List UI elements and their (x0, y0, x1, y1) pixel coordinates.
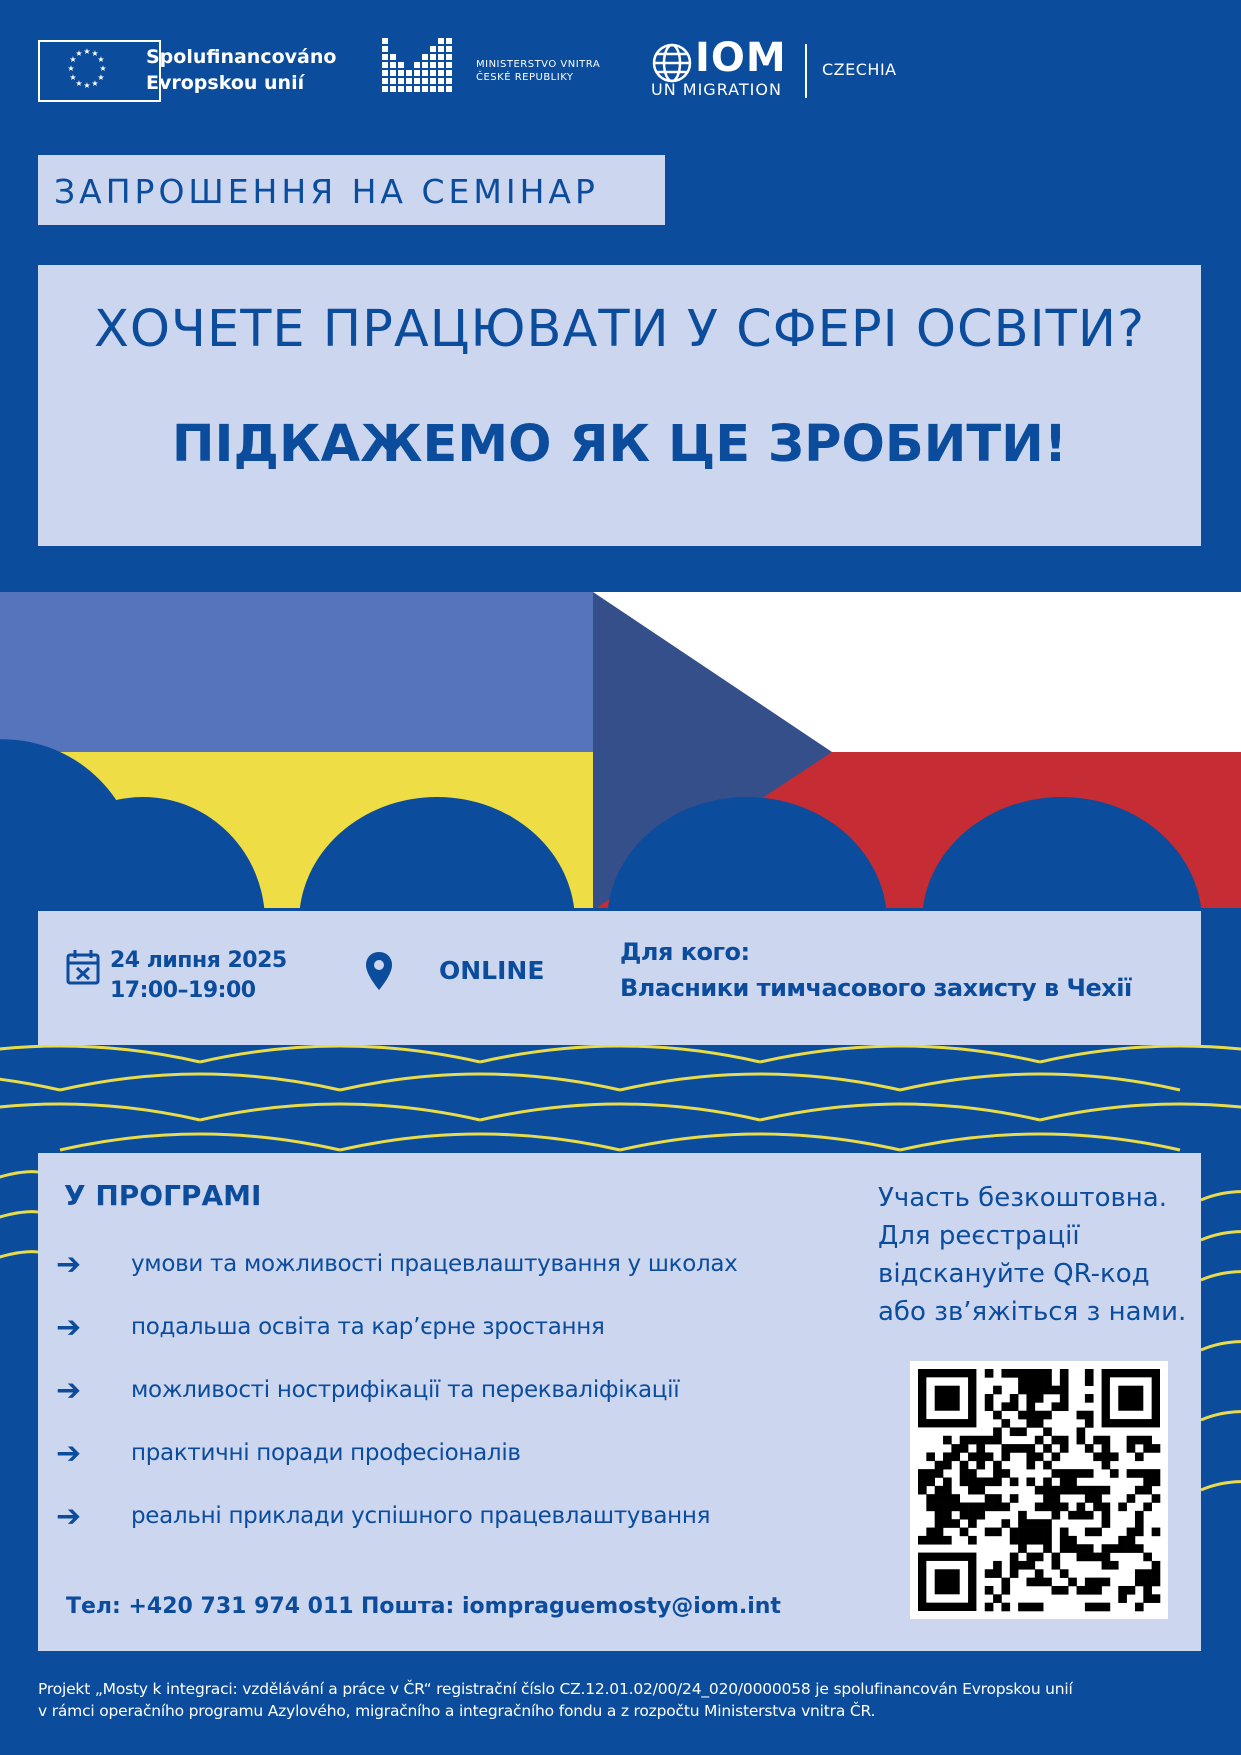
svg-text:★: ★ (99, 64, 107, 73)
invite-label: ЗАПРОШЕННЯ НА СЕМІНАР (54, 172, 599, 211)
arrow-right-icon: ➔ (56, 1436, 82, 1471)
svg-text:★: ★ (69, 55, 77, 64)
invite-label-box (38, 155, 665, 225)
contact-email[interactable]: Пошта: iompraguemosty@iom.int (361, 1594, 781, 1619)
calendar-icon (66, 949, 100, 989)
contact-phone[interactable]: Тел: +420 731 974 011 (66, 1594, 354, 1619)
svg-text:★: ★ (91, 49, 99, 58)
audience-value: Власники тимчасового захисту в Чехії (620, 974, 1132, 1002)
event-time: 17:00–19:00 (110, 978, 256, 1003)
svg-text:★: ★ (83, 47, 91, 56)
svg-text:★: ★ (67, 64, 75, 73)
audience-label: Для кого: (620, 938, 750, 966)
program-title: У ПРОГРАМІ (64, 1179, 262, 1212)
event-location: ONLINE (439, 956, 545, 985)
eu-cofinanced-text: Spolufinancováno Evropskou unií (146, 46, 337, 94)
arrow-right-icon: ➔ (56, 1499, 82, 1534)
hero-answer: ПІДКАЖЕМО ЯК ЦЕ ЗРОБИТИ! (171, 415, 1068, 474)
ministry-name: MINISTERSTVO VNITRA ČESKÉ REPUBLIKY (476, 59, 601, 83)
svg-text:★: ★ (83, 81, 91, 90)
iom-country: CZECHIA (822, 60, 897, 79)
iom-subtitle: UN MIGRATION (651, 80, 782, 99)
arrow-right-icon: ➔ (56, 1310, 82, 1345)
flags-illustration (0, 592, 1241, 910)
svg-text:★: ★ (75, 49, 83, 58)
event-date: 24 липня 2025 (110, 948, 287, 973)
program-item: ➔ можливості нострифікації та перекваліфікації (56, 1373, 680, 1408)
event-audience (620, 934, 1132, 1006)
event-info-bar (38, 911, 1201, 1045)
svg-text:★: ★ (75, 79, 83, 88)
location-pin-icon (365, 951, 393, 995)
svg-text:★: ★ (91, 79, 99, 88)
logo-divider (805, 44, 807, 98)
svg-text:★: ★ (69, 73, 77, 82)
funding-footnote: Projekt „Mosty k integraci: vzdělávání a práce v ČR“ registrační číslo CZ.12.01.02/00/24_020/0000058 je spolufinancován Evropskou unií v rámci operačního programu Azylového, migračního a integračního fondu a z rozpočtu Ministerstva vnitra ČR. (38, 1680, 1073, 1720)
qr-code[interactable] (910, 1361, 1168, 1619)
program-item: ➔ практичні поради професіоналів (56, 1436, 521, 1471)
svg-text:★: ★ (97, 73, 105, 82)
svg-text:★: ★ (97, 55, 105, 64)
program-item: ➔ реальні приклади успішного працевлаштування (56, 1499, 711, 1534)
wave-pattern (0, 1040, 1241, 1160)
program-item: ➔ умови та можливості працевлаштування у школах (56, 1247, 738, 1282)
event-datetime (110, 946, 287, 1006)
iom-name: IOM (695, 35, 787, 81)
hero-box (38, 265, 1201, 546)
arrow-right-icon: ➔ (56, 1247, 82, 1282)
registration-info: Участь безкоштовна. Для реєстрації відскануйте QR-код або зв’яжіться з нами. (878, 1183, 1187, 1327)
program-panel (38, 1153, 1201, 1651)
program-item: ➔ подальша освіта та кар’єрне зростання (56, 1310, 605, 1345)
hero-question: ХОЧЕТЕ ПРАЦЮВАТИ У СФЕРІ ОСВІТИ? (93, 300, 1146, 359)
arrow-right-icon: ➔ (56, 1373, 82, 1408)
eu-flag-icon (38, 40, 161, 102)
ministry-logo-icon (382, 38, 462, 104)
